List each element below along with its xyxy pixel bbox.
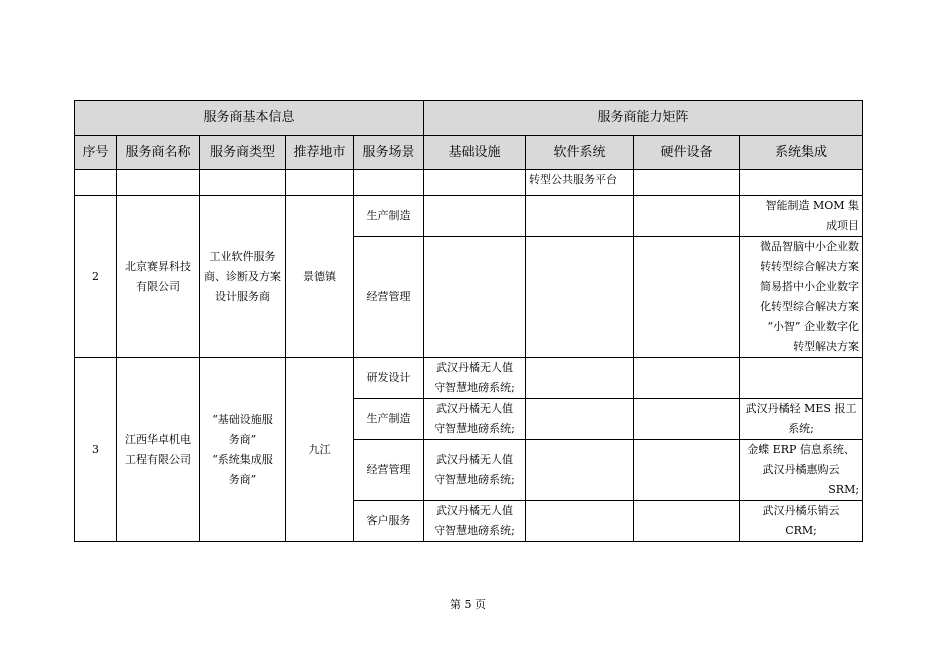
integration-cell xyxy=(740,358,863,399)
infrastructure-line: 守智慧地磅系统; xyxy=(434,524,515,537)
integration-line: 成项目 xyxy=(826,219,860,232)
integration-line: “小智” 企业数字化 xyxy=(767,320,860,333)
row-number: 2 xyxy=(75,196,117,358)
column-header-scene: 服务场景 xyxy=(354,136,424,170)
integration-cell xyxy=(740,501,863,542)
column-header-hardware: 硬件设备 xyxy=(634,136,740,170)
column-header-type: 服务商类型 xyxy=(200,136,286,170)
provider-name: 江西华卓机电工程有限公司 xyxy=(117,358,200,542)
integration-cell xyxy=(740,237,863,358)
infrastructure-cell xyxy=(424,440,526,501)
integration-line: 智能制造 MOM 集 xyxy=(765,199,860,212)
software-cell: 转型公共服务平台 xyxy=(526,170,634,196)
infrastructure-line: 守智慧地磅系统; xyxy=(434,422,515,435)
column-header-software: 软件系统 xyxy=(526,136,634,170)
infrastructure-cell xyxy=(424,237,526,358)
hardware-cell xyxy=(634,358,740,399)
provider-type-line: “系统集成服 xyxy=(212,452,273,466)
table-cell xyxy=(354,170,424,196)
infrastructure-line: 武汉丹橘无人值 xyxy=(436,504,514,517)
provider-type-line: “基础设施服 xyxy=(212,412,273,426)
service-scene: 客户服务 xyxy=(354,501,424,542)
software-cell xyxy=(526,399,634,440)
infrastructure-line: 武汉丹橘无人值 xyxy=(436,361,514,374)
recommended-city: 景德镇 xyxy=(286,196,354,358)
integration-line: 武汉丹橘轻 MES 报工 xyxy=(745,402,857,415)
table-cell xyxy=(117,170,200,196)
infrastructure-line: 武汉丹橘无人值 xyxy=(436,402,514,415)
infrastructure-cell xyxy=(424,501,526,542)
group-header-basic-info: 服务商基本信息 xyxy=(75,101,424,136)
column-header-integration: 系统集成 xyxy=(740,136,863,170)
group-header-capability-matrix: 服务商能力矩阵 xyxy=(424,101,863,136)
column-header-name: 服务商名称 xyxy=(117,136,200,170)
software-cell xyxy=(526,196,634,237)
provider-name: 北京赛昇科技有限公司 xyxy=(117,196,200,358)
table-cell xyxy=(200,170,286,196)
hardware-cell xyxy=(634,196,740,237)
infrastructure-cell xyxy=(424,399,526,440)
integration-line: CRM; xyxy=(785,524,817,537)
integration-line: 金蝶 ERP 信息系统、 xyxy=(747,443,855,456)
table-cell xyxy=(75,170,117,196)
provider-type: 工业软件服务商、诊断及方案设计服务商 xyxy=(200,196,286,358)
infrastructure-cell xyxy=(424,358,526,399)
table-row xyxy=(75,196,863,237)
hardware-cell xyxy=(634,237,740,358)
column-header-no: 序号 xyxy=(75,136,117,170)
software-cell xyxy=(526,358,634,399)
hardware-cell xyxy=(634,440,740,501)
infrastructure-line: 守智慧地磅系统; xyxy=(434,473,515,486)
infrastructure-cell xyxy=(424,196,526,237)
service-scene: 研发设计 xyxy=(354,358,424,399)
table-row xyxy=(75,170,863,196)
recommended-city: 九江 xyxy=(286,358,354,542)
integration-line: 化转型综合解决方案 xyxy=(760,300,860,313)
table-cell xyxy=(740,170,863,196)
service-provider-table xyxy=(74,100,863,542)
infrastructure-line: 武汉丹橘无人值 xyxy=(436,453,514,466)
software-cell xyxy=(526,440,634,501)
column-header-city: 推荐地市 xyxy=(286,136,354,170)
table-cell xyxy=(634,170,740,196)
integration-cell xyxy=(740,196,863,237)
provider-type-line: 务商” xyxy=(228,432,257,446)
integration-line: SRM; xyxy=(828,483,860,496)
integration-line: 系统; xyxy=(788,422,814,435)
integration-line: 武汉丹橘惠购云 xyxy=(762,463,840,476)
table-row xyxy=(75,358,863,399)
hardware-cell xyxy=(634,399,740,440)
infrastructure-line: 守智慧地磅系统; xyxy=(434,381,515,394)
page-number: 第 5 页 xyxy=(450,598,486,611)
column-header-infrastructure: 基础设施 xyxy=(424,136,526,170)
integration-cell xyxy=(740,440,863,501)
provider-type xyxy=(200,358,286,542)
provider-type-line: 务商” xyxy=(228,472,257,486)
service-scene: 生产制造 xyxy=(354,196,424,237)
integration-line: 简易搭中小企业数字 xyxy=(760,280,860,293)
table-cell xyxy=(424,170,526,196)
table-cell xyxy=(286,170,354,196)
integration-line: 武汉丹橘乐销云 xyxy=(762,504,840,517)
row-number: 3 xyxy=(75,358,117,542)
integration-cell xyxy=(740,399,863,440)
software-cell xyxy=(526,237,634,358)
hardware-cell xyxy=(634,501,740,542)
service-scene: 经营管理 xyxy=(354,440,424,501)
software-cell xyxy=(526,501,634,542)
integration-line: 微品智脑中小企业数 xyxy=(760,240,860,253)
service-scene: 经营管理 xyxy=(354,237,424,358)
service-scene: 生产制造 xyxy=(354,399,424,440)
integration-line: 转型解决方案 xyxy=(793,340,860,353)
integration-line: 转转型综合解决方案 xyxy=(760,260,860,273)
